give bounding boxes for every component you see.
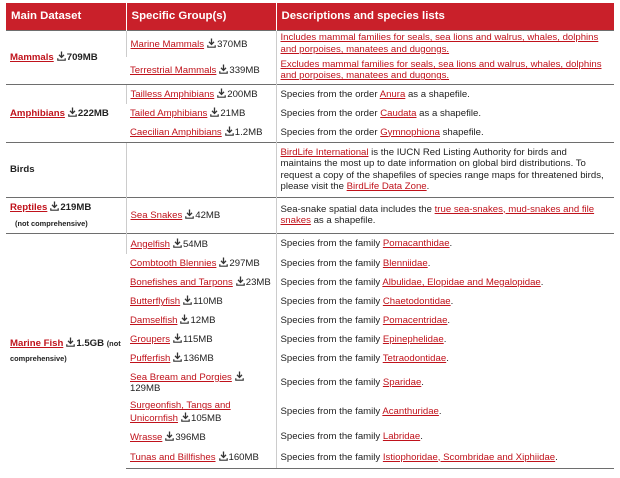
desc-text: Species from the family bbox=[280, 257, 383, 269]
group-cell bbox=[126, 311, 276, 330]
caecilian-amphibians-link[interactable]: Caecilian Amphibians bbox=[130, 127, 222, 139]
fish-group-size: 115MB bbox=[183, 334, 213, 346]
row-angelfish bbox=[6, 233, 614, 254]
download-icon[interactable] bbox=[183, 295, 192, 305]
amphibians-link[interactable]: Amphibians bbox=[10, 107, 65, 119]
download-icon[interactable] bbox=[225, 126, 234, 136]
desc-text: Species from the order bbox=[280, 107, 381, 119]
desc-text: . bbox=[426, 180, 430, 192]
fish-group-link[interactable]: Groupers bbox=[130, 334, 170, 346]
desc-cell bbox=[276, 330, 614, 349]
download-icon[interactable] bbox=[50, 201, 59, 211]
desc-text: . bbox=[540, 276, 544, 288]
download-icon[interactable] bbox=[217, 88, 226, 98]
group-cell bbox=[126, 292, 276, 311]
download-icon[interactable] bbox=[219, 64, 228, 74]
tailed-amphibians-link[interactable]: Tailed Amphibians bbox=[130, 108, 208, 120]
family-link[interactable]: Labridae bbox=[382, 431, 421, 443]
sea-snakes-link[interactable]: Sea Snakes bbox=[130, 209, 183, 221]
desc-cell bbox=[276, 57, 614, 84]
desc-text: Species from the family bbox=[280, 333, 383, 345]
fish-group-size: 54MB bbox=[182, 238, 209, 250]
fish-group-link[interactable]: Wrasse bbox=[130, 431, 163, 443]
desc-text: . bbox=[449, 238, 453, 250]
download-icon[interactable] bbox=[235, 371, 244, 381]
birdlife-international-link[interactable]: BirdLife International bbox=[280, 146, 369, 158]
tailless-amphibians-link[interactable]: Tailless Amphibians bbox=[130, 89, 215, 101]
desc-cell bbox=[276, 197, 614, 233]
header-descriptions: Descriptions and species lists bbox=[276, 3, 614, 30]
birdlife-data-zone-link[interactable]: BirdLife Data Zone bbox=[346, 180, 427, 192]
desc-cell bbox=[276, 273, 614, 292]
desc-text: . bbox=[438, 406, 442, 418]
main-cell-amphibians bbox=[6, 84, 126, 142]
terrestrial-mammals-size: 339MB bbox=[229, 65, 260, 77]
fish-group-link[interactable]: Bonefishes and Tarpons bbox=[130, 277, 233, 289]
desc-cell bbox=[276, 142, 614, 197]
desc-text: as a shapefile. bbox=[310, 215, 376, 226]
desc-text: Species from the order bbox=[280, 126, 381, 138]
desc-text: . bbox=[446, 352, 449, 364]
amphibians-size: 222MB bbox=[77, 107, 109, 119]
anura-link[interactable]: Anura bbox=[379, 88, 406, 100]
desc-text: Species from the family bbox=[280, 295, 383, 307]
desc-text: is the IUCN Red Listing Authority for birds and maintains the most up to date information on global bird distributions. To request a copy of the shapefiles of species range maps for threatened birds, please visit the bbox=[280, 146, 604, 192]
marine-fish-size: 1.5GB bbox=[76, 337, 105, 349]
download-icon[interactable] bbox=[173, 238, 182, 248]
fish-group-size: 110MB bbox=[193, 296, 223, 308]
group-cell bbox=[126, 273, 276, 292]
marine-mammals-size: 370MB bbox=[217, 38, 248, 50]
family-link[interactable]: Epinephelidae bbox=[382, 333, 444, 345]
desc-text: . bbox=[421, 376, 424, 388]
group-cell bbox=[126, 123, 276, 142]
fish-group-link[interactable]: Angelfish bbox=[130, 238, 170, 250]
tailed-amphibians-size: 21MB bbox=[220, 108, 246, 120]
download-icon[interactable] bbox=[185, 209, 194, 219]
desc-text: Species from the family bbox=[280, 406, 383, 418]
desc-text: . bbox=[420, 431, 423, 443]
download-icon[interactable] bbox=[219, 257, 228, 267]
row-birds bbox=[6, 142, 614, 197]
row-marine-mammals bbox=[6, 30, 614, 57]
marine-fish-note: (not bbox=[106, 338, 121, 348]
family-link[interactable]: Albulidae, Elopidae and Megalopidae bbox=[382, 276, 541, 288]
download-icon[interactable] bbox=[181, 412, 190, 422]
reptiles-note: (not comprehensive) bbox=[15, 218, 88, 228]
desc-cell bbox=[276, 349, 614, 368]
fish-group-link[interactable]: Butterflyfish bbox=[130, 296, 181, 308]
desc-text: . bbox=[450, 295, 454, 307]
gymnophiona-link[interactable]: Gymnophiona bbox=[380, 126, 440, 138]
desc-cell bbox=[276, 292, 614, 311]
fish-group-size: 396MB bbox=[175, 431, 206, 443]
family-link[interactable]: Sparidae bbox=[382, 376, 422, 388]
desc-text: Species from the family bbox=[280, 376, 383, 388]
group-cell bbox=[126, 57, 276, 84]
group-cell bbox=[126, 368, 276, 397]
desc-cell bbox=[276, 254, 614, 273]
download-icon[interactable] bbox=[66, 337, 75, 347]
marine-fish-note: comprehensive) bbox=[10, 354, 67, 364]
fish-group-size: 297MB bbox=[229, 258, 260, 270]
download-icon[interactable] bbox=[173, 352, 182, 362]
desc-text: as a shapefile. bbox=[416, 107, 482, 119]
main-cell-reptiles bbox=[6, 197, 126, 233]
fish-group-size: 12MB bbox=[190, 315, 216, 327]
download-icon[interactable] bbox=[173, 333, 182, 343]
desc-cell bbox=[276, 104, 614, 123]
desc-text: Species from the family bbox=[280, 352, 383, 364]
desc-text: Species from the family bbox=[280, 238, 383, 250]
group-cell bbox=[126, 254, 276, 273]
terrestrial-mammals-link[interactable]: Terrestrial Mammals bbox=[130, 65, 217, 77]
desc-text: . bbox=[447, 314, 451, 326]
header-specific-groups: Specific Group(s) bbox=[126, 3, 276, 30]
fish-group-size: 129MB bbox=[130, 383, 161, 394]
family-link[interactable]: Chaetodontidae bbox=[382, 295, 451, 307]
family-link[interactable]: Pomacentridae bbox=[382, 314, 448, 326]
main-cell-marine-fish bbox=[6, 233, 126, 468]
group-cell bbox=[126, 30, 276, 57]
family-link[interactable]: Blenniidae bbox=[382, 257, 428, 269]
download-icon[interactable] bbox=[68, 107, 77, 117]
desc-text: Species from the order bbox=[280, 88, 380, 100]
caudata-link[interactable]: Caudata bbox=[380, 107, 417, 119]
tailless-amphibians-size: 200MB bbox=[227, 89, 258, 101]
group-cell bbox=[126, 349, 276, 368]
desc-cell bbox=[276, 233, 614, 254]
download-icon[interactable] bbox=[207, 38, 216, 48]
group-cell bbox=[126, 427, 276, 447]
desc-cell bbox=[276, 311, 614, 330]
group-cell bbox=[126, 84, 276, 104]
desc-cell bbox=[276, 447, 614, 468]
reptiles-link[interactable]: Reptiles bbox=[10, 202, 48, 214]
reptiles-size: 219MB bbox=[60, 202, 92, 214]
header-main-dataset: Main Dataset bbox=[6, 3, 126, 30]
group-cell bbox=[126, 330, 276, 349]
fish-group-size: 160MB bbox=[228, 452, 259, 464]
group-cell bbox=[126, 104, 276, 123]
fish-group-link[interactable]: Sea Bream and Porgies bbox=[130, 371, 232, 383]
marine-fish-link[interactable]: Marine Fish bbox=[10, 337, 64, 349]
desc-cell bbox=[276, 84, 614, 104]
fish-group-link[interactable]: Combtooth Blennies bbox=[130, 258, 217, 270]
birds-label: Birds bbox=[10, 163, 35, 175]
group-cell bbox=[126, 197, 276, 233]
mammals-size: 709MB bbox=[66, 51, 98, 63]
fish-group-link[interactable]: Pufferfish bbox=[130, 353, 171, 365]
desc-cell bbox=[276, 30, 614, 57]
desc-text: . bbox=[427, 257, 431, 269]
download-icon[interactable] bbox=[180, 314, 189, 324]
desc-text: shapefile. bbox=[439, 126, 484, 138]
group-cell bbox=[126, 233, 276, 254]
desc-cell bbox=[276, 368, 614, 397]
desc-cell bbox=[276, 427, 614, 447]
sea-snakes-desc-link[interactable]: true sea-snakes, mud-snakes and file snakes bbox=[280, 203, 595, 226]
header-row bbox=[6, 3, 614, 30]
group-cell bbox=[126, 142, 276, 197]
family-link[interactable]: Acanthuridae bbox=[382, 406, 439, 418]
family-link[interactable]: Tetraodontidae bbox=[382, 352, 447, 364]
group-cell bbox=[126, 397, 276, 427]
group-cell bbox=[126, 447, 276, 468]
download-icon[interactable] bbox=[165, 431, 174, 441]
download-icon[interactable] bbox=[57, 51, 66, 61]
desc-text: Sea-snake spatial data includes the bbox=[280, 203, 435, 215]
desc-text: Species from the family bbox=[280, 451, 383, 463]
fish-group-size: 23MB bbox=[245, 277, 271, 289]
fish-group-size: 136MB bbox=[183, 353, 214, 365]
main-cell-mammals bbox=[6, 30, 126, 84]
row-tailless-amphibians bbox=[6, 84, 614, 104]
desc-text: . bbox=[443, 333, 447, 345]
desc-cell bbox=[276, 123, 614, 142]
desc-text: as a shapefile. bbox=[405, 88, 470, 100]
sea-snakes-size: 42MB bbox=[195, 209, 221, 221]
marine-mammals-desc-link[interactable]: Includes mammal families for seals, sea lions and walrus, whales, dolphins and porpoises, manatees and dugongs. bbox=[280, 32, 599, 55]
fish-group-link[interactable]: Surgeonfish, Tangs and Unicornfish bbox=[130, 400, 231, 424]
fish-group-size: 105MB bbox=[191, 412, 222, 424]
row-sea-snakes bbox=[6, 197, 614, 233]
desc-text: Species from the family bbox=[280, 431, 383, 443]
caecilian-amphibians-size: 1.2MB bbox=[234, 127, 263, 139]
desc-text: Species from the family bbox=[280, 276, 383, 288]
marine-mammals-link[interactable]: Marine Mammals bbox=[130, 38, 205, 50]
main-cell-birds bbox=[6, 142, 126, 197]
fish-group-link[interactable]: Damselfish bbox=[130, 315, 178, 327]
species-datasets-table bbox=[6, 3, 614, 469]
desc-text: Species from the family bbox=[280, 314, 383, 326]
download-icon[interactable] bbox=[210, 107, 219, 117]
mammals-link[interactable]: Mammals bbox=[10, 51, 54, 63]
family-link[interactable]: Pomacanthidae bbox=[382, 238, 450, 250]
family-link[interactable]: Istiophoridae, Scombridae and Xiphiidae bbox=[382, 451, 556, 463]
desc-cell bbox=[276, 397, 614, 427]
download-icon[interactable] bbox=[236, 276, 245, 286]
download-icon[interactable] bbox=[219, 451, 228, 461]
desc-text: . bbox=[555, 451, 558, 463]
fish-group-link[interactable]: Tunas and Billfishes bbox=[130, 452, 216, 464]
terrestrial-mammals-desc-link[interactable]: Excludes mammal families for seals, sea lions and walrus, whales, dolphins and porpoises, manatees and dugongs. bbox=[280, 58, 602, 82]
